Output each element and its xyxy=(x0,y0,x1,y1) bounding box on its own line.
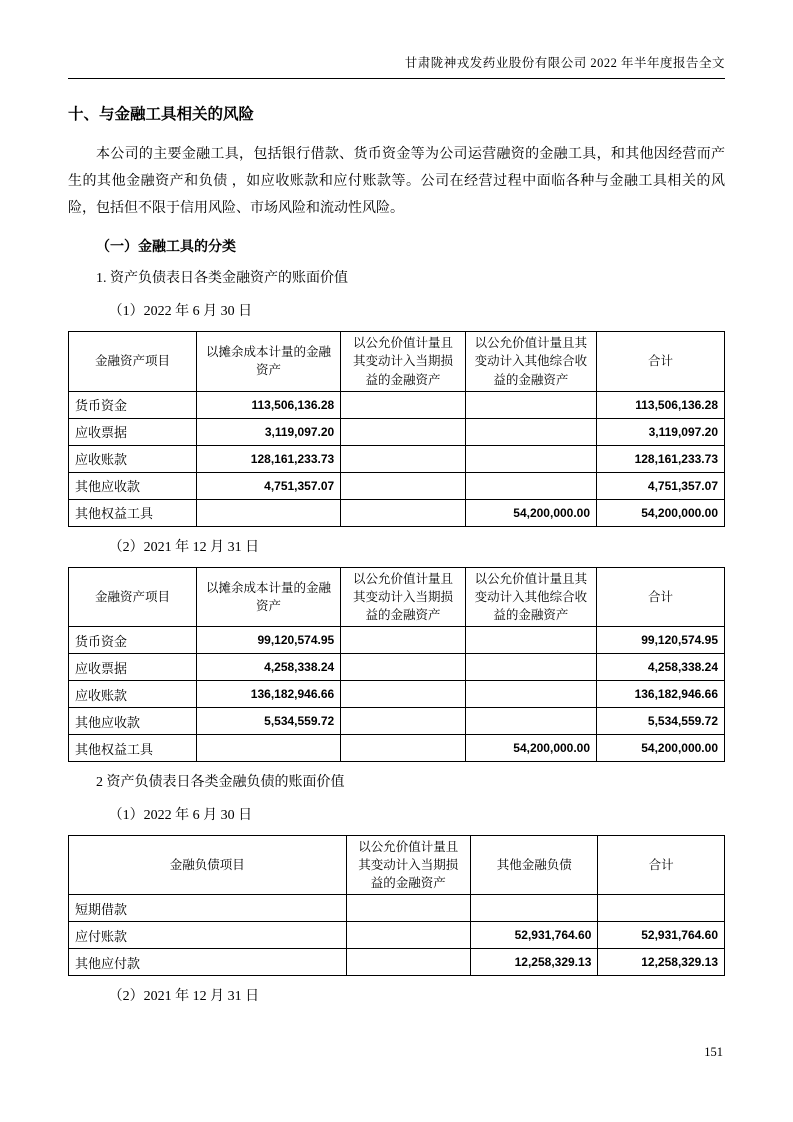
table-row xyxy=(69,391,725,418)
value-cell xyxy=(465,681,596,708)
value-cell xyxy=(598,895,725,922)
row-label-cell: 其他应收款 xyxy=(69,472,197,499)
value-cell xyxy=(341,627,466,654)
value-cell: 136,182,946.66 xyxy=(196,681,340,708)
table-header-row xyxy=(69,836,725,895)
table-row xyxy=(69,627,725,654)
table-header-cell: 以公允价值计量且其变动计入其他综合收益的金融资产 xyxy=(465,567,596,626)
row-label-cell: 应付账款 xyxy=(69,922,347,949)
header-rule xyxy=(68,78,725,79)
financial-liabilities-table-2022 xyxy=(68,835,725,976)
table-header-cell: 以摊余成本计量的金融资产 xyxy=(196,332,340,391)
table-header-cell: 合计 xyxy=(597,567,725,626)
value-cell: 4,258,338.24 xyxy=(196,654,340,681)
table-header-row xyxy=(69,332,725,391)
table-header-cell: 合计 xyxy=(598,836,725,895)
value-cell: 12,258,329.13 xyxy=(598,949,725,976)
table-row xyxy=(69,472,725,499)
value-cell: 136,182,946.66 xyxy=(597,681,725,708)
value-cell: 3,119,097.20 xyxy=(597,418,725,445)
value-cell xyxy=(465,418,596,445)
value-cell: 52,931,764.60 xyxy=(471,922,598,949)
table-header-cell: 以公允价值计量且其变动计入当期损益的金融资产 xyxy=(341,567,466,626)
row-label-cell: 其他应付款 xyxy=(69,949,347,976)
value-cell: 113,506,136.28 xyxy=(196,391,340,418)
value-cell xyxy=(196,499,340,526)
financial-assets-table-2021 xyxy=(68,567,725,762)
value-cell xyxy=(346,949,471,976)
page-header-text: 甘肃陇神戎发药业股份有限公司 2022 年半年度报告全文 xyxy=(404,56,725,70)
value-cell: 3,119,097.20 xyxy=(196,418,340,445)
value-cell: 54,200,000.00 xyxy=(465,735,596,762)
value-cell: 54,200,000.00 xyxy=(465,499,596,526)
table-header-row xyxy=(69,567,725,626)
value-cell xyxy=(341,708,466,735)
list-item-financial-liabilities: 2 资产负债表日各类金融负债的账面价值 xyxy=(96,775,345,790)
value-cell xyxy=(346,922,471,949)
table-header-cell: 金融资产项目 xyxy=(69,332,197,391)
value-cell: 99,120,574.95 xyxy=(597,627,725,654)
date-heading-liabilities-2021: （2）2021 年 12 月 31 日 xyxy=(108,989,260,1005)
table-header-cell: 以摊余成本计量的金融资产 xyxy=(196,567,340,626)
table-row xyxy=(69,681,725,708)
row-label-cell: 货币资金 xyxy=(69,627,197,654)
table-header-cell: 其他金融负债 xyxy=(471,836,598,895)
value-cell: 4,751,357.07 xyxy=(597,472,725,499)
value-cell: 4,258,338.24 xyxy=(597,654,725,681)
value-cell: 52,931,764.60 xyxy=(598,922,725,949)
row-label-cell: 应收票据 xyxy=(69,654,197,681)
date-heading-assets-2022: （1）2022 年 6 月 30 日 xyxy=(108,304,253,320)
intro-paragraph: 本公司的主要金融工具，包括银行借款、货币资金等为公司运营融资的金融工具，和其他因经营而产生的其他金融资产和负债 ，如应收账款和应付账款等。公司在经营过程中面临各种与金融工具相关的风险，包括但不限于信用风险、市场风险和流动性风险。 xyxy=(68,147,725,217)
date-heading-assets-2021: （2）2021 年 12 月 31 日 xyxy=(108,539,260,555)
table-row xyxy=(69,735,725,762)
row-label-cell: 应收票据 xyxy=(69,418,197,445)
date-heading-liabilities-2022: （1）2022 年 6 月 30 日 xyxy=(108,808,253,823)
value-cell: 99,120,574.95 xyxy=(196,627,340,654)
list-item-financial-assets: 1. 资产负债表日各类金融资产的账面价值 xyxy=(96,271,348,287)
table-header-cell: 以公允价值计量且其变动计入当期损益的金融资产 xyxy=(341,332,466,391)
page-number: 151 xyxy=(704,1045,723,1059)
row-label-cell: 货币资金 xyxy=(69,391,197,418)
table-row xyxy=(69,922,725,949)
value-cell xyxy=(341,499,466,526)
value-cell: 5,534,559.72 xyxy=(597,708,725,735)
row-label-cell: 应收账款 xyxy=(69,681,197,708)
table-header-cell: 金融负债项目 xyxy=(69,836,347,895)
value-cell xyxy=(471,895,598,922)
row-label-cell: 其他应收款 xyxy=(69,708,197,735)
value-cell: 4,751,357.07 xyxy=(196,472,340,499)
table-row xyxy=(69,499,725,526)
row-label-cell: 应收账款 xyxy=(69,445,197,472)
table-header-cell: 金融资产项目 xyxy=(69,567,197,626)
table-header-cell: 以公允价值计量且其变动计入当期损益的金融资产 xyxy=(346,836,471,895)
value-cell xyxy=(341,654,466,681)
value-cell: 128,161,233.73 xyxy=(196,445,340,472)
table-row xyxy=(69,418,725,445)
value-cell xyxy=(341,681,466,708)
subsection-heading-classification: （一）金融工具的分类 xyxy=(96,238,236,255)
value-cell: 5,534,559.72 xyxy=(196,708,340,735)
value-cell: 113,506,136.28 xyxy=(597,391,725,418)
value-cell xyxy=(465,627,596,654)
table-header-cell: 以公允价值计量且其变动计入其他综合收益的金融资产 xyxy=(465,332,596,391)
row-label-cell: 其他权益工具 xyxy=(69,735,197,762)
value-cell: 12,258,329.13 xyxy=(471,949,598,976)
value-cell: 128,161,233.73 xyxy=(597,445,725,472)
value-cell xyxy=(341,418,466,445)
value-cell xyxy=(341,391,466,418)
value-cell: 54,200,000.00 xyxy=(597,499,725,526)
value-cell xyxy=(346,895,471,922)
value-cell xyxy=(465,445,596,472)
section-title: 十、与金融工具相关的风险 xyxy=(68,106,255,124)
value-cell xyxy=(341,735,466,762)
value-cell xyxy=(341,472,466,499)
table-row xyxy=(69,895,725,922)
row-label-cell: 短期借款 xyxy=(69,895,347,922)
value-cell xyxy=(465,708,596,735)
table-row xyxy=(69,654,725,681)
row-label-cell: 其他权益工具 xyxy=(69,499,197,526)
value-cell xyxy=(341,445,466,472)
value-cell: 54,200,000.00 xyxy=(597,735,725,762)
value-cell xyxy=(465,391,596,418)
value-cell xyxy=(196,735,340,762)
table-row xyxy=(69,708,725,735)
value-cell xyxy=(465,654,596,681)
table-row xyxy=(69,445,725,472)
table-header-cell: 合计 xyxy=(597,332,725,391)
financial-assets-table-2022 xyxy=(68,331,725,526)
table-row xyxy=(69,949,725,976)
value-cell xyxy=(465,472,596,499)
